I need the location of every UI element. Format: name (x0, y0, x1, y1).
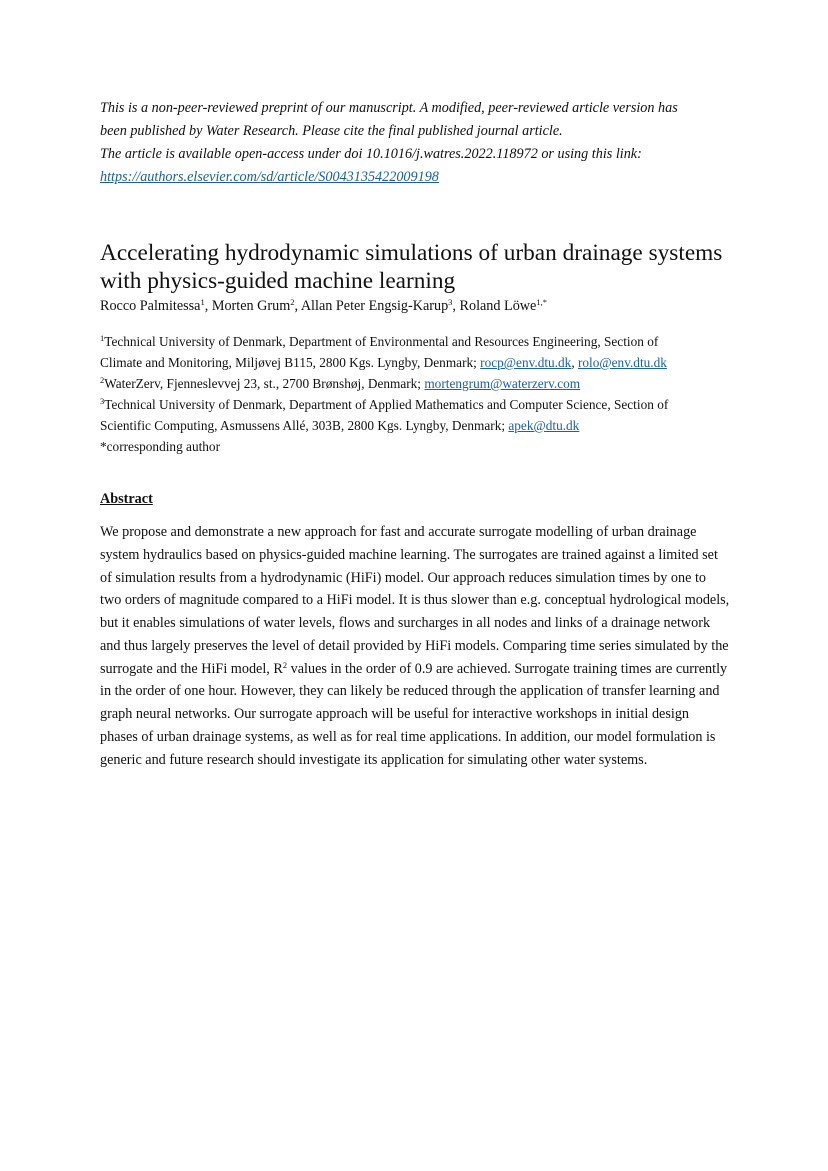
affiliation-text: Technical University of Denmark, Department of Applied Mathematics and Computer Science, Section of (104, 397, 669, 412)
notice-line-1: This is a non-peer-reviewed preprint of our manuscript. A modified, peer-reviewed article version has (100, 100, 678, 116)
article-link[interactable]: https://authors.elsevier.com/sd/article/S0043135422009198 (100, 169, 439, 185)
r-squared-sup: 2 (282, 659, 288, 670)
abstract-text-part-1: We propose and demonstrate a new approach for fast and accurate surrogate modelling of urban drainage system hydraulics based on physics-guided machine learning. The surrogates are trained against a limited set of simulation results from a hydrodynamic (HiFi) model. Our approach reduces simulation times by one to two orders of magnitude compared to a HiFi model. It is thus slower than e.g. conceptual hydrological models, but it enables simulations of water levels, flows and surcharges in all nodes and links of a drainage network and thus largely preserves the level of detail provided by HiFi models. Comparing time series simulated by the surrogate and the HiFi model, R (100, 524, 730, 677)
affiliation-text: WaterZerv, Fjenneslevvej 23, st., 2700 Brønshøj, Denmark; (104, 376, 425, 391)
affiliation-3-line-2 (100, 415, 730, 436)
email-separator: , (571, 355, 578, 370)
author-name: Morten Grum (211, 298, 291, 314)
paper-title: Accelerating hydrodynamic simulations of urban drainage systems with physics-guided machine learning (100, 240, 723, 294)
affiliation-sup: 1 (100, 333, 105, 343)
affiliations (100, 331, 730, 457)
author-name: Allan Peter Engsig-Karup (300, 298, 449, 314)
paper-page (100, 97, 730, 771)
email-link[interactable]: rolo@env.dtu.dk (577, 355, 667, 370)
abstract-heading: Abstract (100, 491, 153, 507)
email-link[interactable]: mortengrum@waterzerv.com (424, 376, 581, 391)
author-list (100, 296, 730, 316)
author-affil-sup: 1 (200, 297, 205, 307)
abstract-text-part-2: values in the order of 0.9 are achieved. Surrogate training times are currently in the order of one hour. However, they can likely be reduced through the application of transfer learning and graph neural networks. Our surrogate approach will be useful for interactive workshops in initial design phases of urban drainage systems, as well as for real time applications. In addition, our model formulation is generic and future research should investigate its application for simulating other water systems. (100, 660, 728, 768)
affiliation-sup: 3 (100, 396, 105, 406)
author-affil-sup: 2 (290, 297, 295, 307)
notice-line-2: been published by Water Research. Please cite the final published journal article. (100, 123, 563, 139)
author-name: Rocco Palmitessa (100, 298, 201, 314)
affiliation-1-line-2 (100, 352, 730, 373)
author-separator: , (204, 298, 212, 314)
affiliation-1-line-1 (100, 331, 730, 352)
author-affil-sup: 1,* (536, 297, 547, 307)
author-separator: , (294, 298, 301, 314)
author-separator: , (452, 298, 460, 314)
author-name: Roland Löwe (459, 298, 537, 314)
abstract-text (100, 521, 730, 771)
email-link[interactable]: apek@dtu.dk (508, 418, 580, 433)
email-link[interactable]: rocp@env.dtu.dk (480, 355, 572, 370)
author-affil-sup: 3 (448, 297, 453, 307)
affiliation-2 (100, 373, 730, 394)
affiliation-sup: 2 (100, 375, 105, 385)
notice-line-3: The article is available open-access under doi 10.1016/j.watres.2022.118972 or using this link: (100, 146, 642, 162)
affiliation-text: Climate and Monitoring, Miljøvej B115, 2800 Kgs. Lyngby, Denmark; (100, 355, 481, 370)
preprint-notice (100, 97, 730, 189)
notice-link-line (100, 166, 730, 189)
affiliation-3-line-1 (100, 394, 730, 415)
affiliation-text: Technical University of Denmark, Department of Environmental and Resources Engineering, Section of (104, 334, 659, 349)
corresponding-author-note: *corresponding author (100, 439, 221, 454)
affiliation-text: Scientific Computing, Asmussens Allé, 303B, 2800 Kgs. Lyngby, Denmark; (100, 418, 509, 433)
